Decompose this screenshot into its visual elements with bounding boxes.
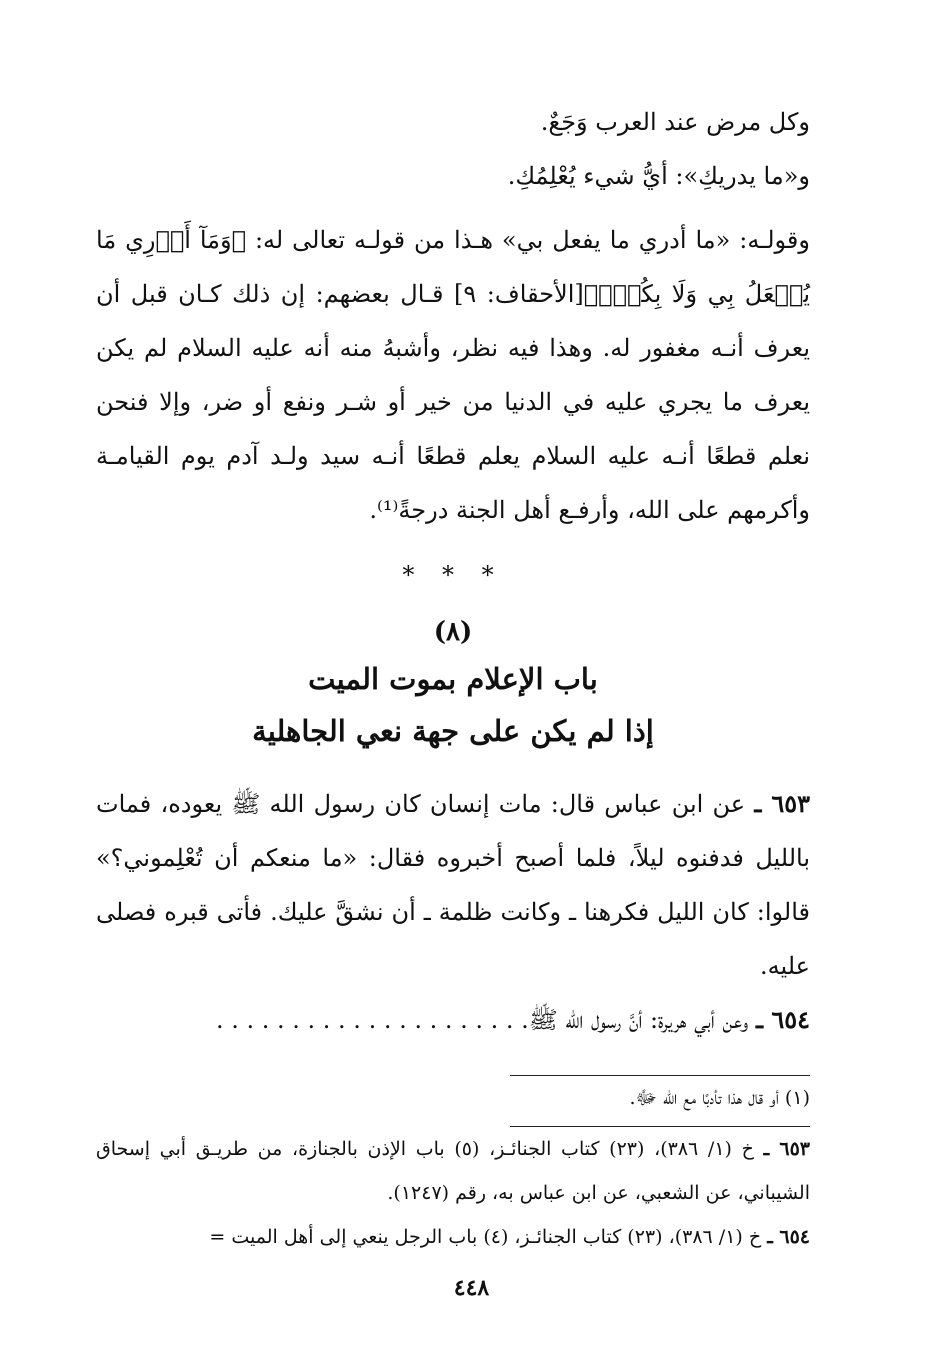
hadith-653-number: ٦٥٣ ـ [754, 789, 810, 818]
hadith-653 [96, 777, 810, 993]
hadith-654-number: ٦٥٤ ـ [755, 1005, 810, 1034]
chapter-number: (٨) [433, 617, 473, 647]
reference-653 [96, 1127, 810, 1215]
reference-654-number: ٦٥٤ ـ [767, 1226, 810, 1248]
reference-653-text: خ (١/ ٣٨٦)، (٢٣) كتاب الجنائـز، (٥) باب الإذن بالجنازة، من طريـق أبي إسحاق الشيباني، عن الشعبي، عن ابن عباس به، رقم (١٢٤٧). [96, 1138, 810, 1204]
reference-654-text: خ (١/ ٣٨٦)، (٢٣) كتاب الجنائـز، (٤) باب الرجل ينعي إلى أهل الميت = [209, 1226, 762, 1248]
footnote-1: (١) أو قال هذا تأدبًا مع الله ﷻ. [629, 1087, 810, 1109]
reference-654 [96, 1215, 810, 1259]
chapter-title-line-2: إذا لم يكن على جهة نعي الجاهلية [252, 714, 654, 748]
page-number: ٤٤٨ [453, 1275, 490, 1301]
intro-line-1: وكل مرض عند العرب وَجَعٌ. [540, 108, 810, 136]
intro-paragraph: وقولـه: «ما أدري ما يفعل بي» هـذا من قولـه تعالى له: ﴿وَمَآ أَدۡرِي مَا يُفۡعَلُ بِي وَلَا بِكُمۡۖ﴾[الأحقاف: ٩] قـال بعضهم: إن ذلك كـان قبل أن يعرف أنـه مغفور له. وهذا فيه نظر، وأشبهُ منه أنه عليه السلام لم يكن يعرف ما يجري عليه في الدنيا من خير أو شـر ونفع أو ضر، وإلا فنحن نعلم قطعًا أنـه عليه السلام يعلم قطعًا أنـه سيد ولـد آدم يوم القيامـة وأكرمهم على الله، وأرفـع أهل الجنة درجةً⁽¹⁾. [96, 226, 811, 524]
hadith-653-text: عن ابن عباس قال: مات إنسان كان رسول الله ﷺ يعوده، فمات بالليل فدفنوه ليلاً، فلما أصبح أخبروه فقال: «ما منعكم أن تُعْلِموني؟» قالوا: كان الليل فكرهنا ـ وكانت ظلمة ـ أن نشقَّ عليك. فأتى قبره فصلى عليه. [96, 790, 810, 980]
hadith-654-text: وعن أبي هريرة: أنَّ رسول الله ﷺ. . . . . . . . . . . . . . . . . . . . . [215, 1006, 749, 1034]
reference-653-number: ٦٥٣ ـ [763, 1138, 810, 1160]
intro-line-2: و«ما يدريكِ»: أيُّ شيء يُعْلِمُكِ. [507, 162, 810, 190]
chapter-title-line-1: باب الإعلام بموت الميت [308, 662, 598, 696]
section-separator: * * * [402, 561, 504, 589]
hadith-654 [96, 993, 810, 1047]
